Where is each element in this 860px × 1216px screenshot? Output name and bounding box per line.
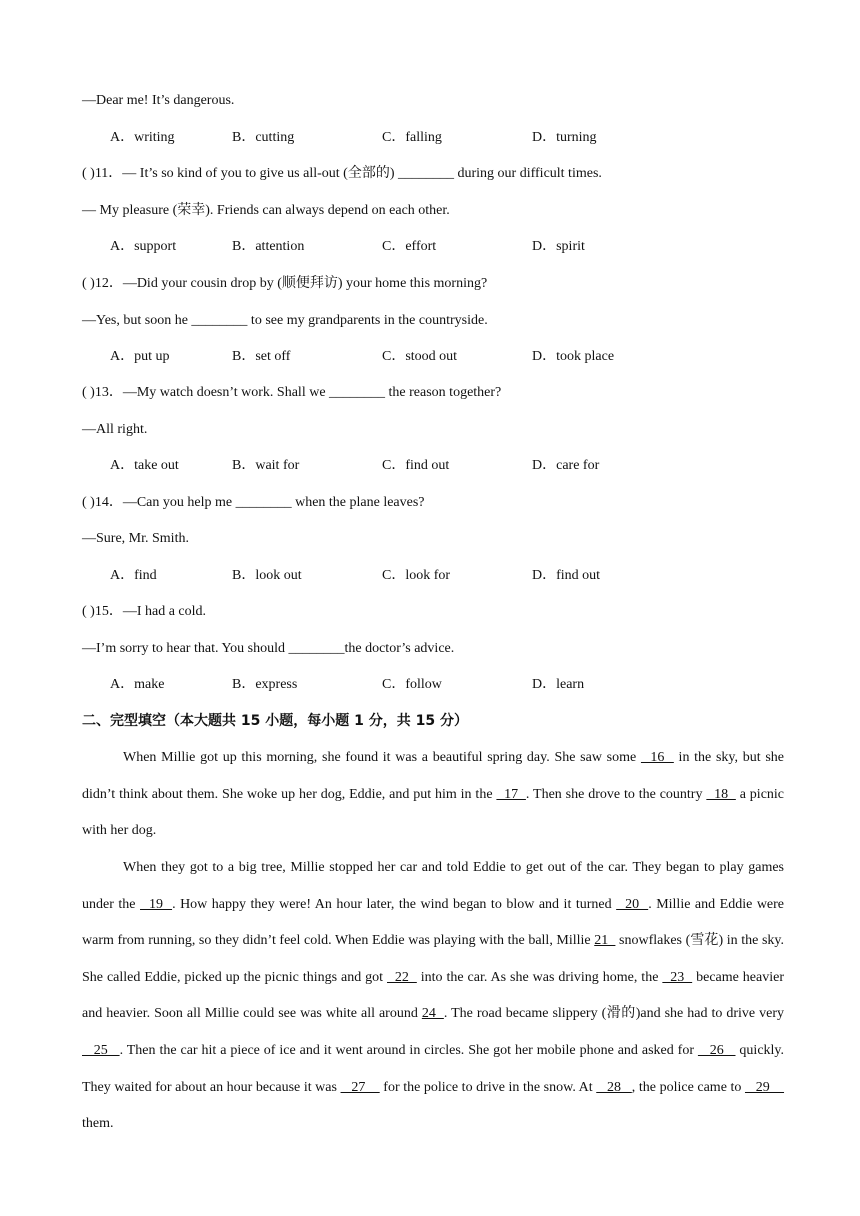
passage-text: snowflakes (雪花) in the sky. She called Eddie, picked up the picnic things and got [82, 933, 784, 985]
question-14-stem: ( )14．—Can you help me ________ when the plane leaves? [82, 495, 425, 510]
options-q11 [110, 238, 730, 256]
cloze-paragraph-2 [82, 850, 784, 1143]
options-q12 [110, 348, 730, 366]
passage-text: into the car. As she was driving home, the [416, 969, 663, 985]
blank-18: 18 [706, 786, 736, 802]
passage-text: . Millie and Eddie were warm from running, so they didn’t feel cold. When Eddie was playing with the ball, Millie [82, 896, 785, 949]
question-11-stem: ( )11．— It’s so kind of you to give us all-out (全部的) ________ during our difficult times. [82, 166, 602, 181]
blank-22: 22 [387, 969, 417, 985]
option-a: A．take out [110, 458, 179, 473]
option-c: C．stood out [382, 349, 458, 364]
options-q14 [110, 567, 730, 585]
blank-26: 26 [697, 1042, 736, 1058]
option-a: A．find [110, 568, 157, 583]
passage-text: for the police to drive in the snow. At [379, 1079, 597, 1095]
option-a: A．writing [110, 130, 175, 145]
passage-text: , the police came to [631, 1079, 745, 1095]
options-q13 [110, 457, 730, 475]
option-d: D．learn [532, 677, 585, 692]
option-c: C．falling [382, 130, 442, 145]
question-12-stem: ( )12．—Did your cousin drop by (顺便拜访) your home this morning? [82, 276, 488, 291]
passage-text: When they got to a big tree, Millie stopped her car and told Eddie to get out of the car. They began to play games under the [82, 860, 784, 912]
options-q15 [110, 676, 730, 694]
question-15-reply: —I’m sorry to hear that. You should ________the doctor’s advice. [82, 641, 455, 656]
passage-text: them. [82, 1116, 114, 1132]
question-11-reply: — My pleasure (荣幸). Friends can always depend on each other. [82, 203, 450, 218]
option-a: A．support [110, 239, 177, 254]
options-q10 [110, 129, 730, 147]
option-b: B．look out [232, 568, 302, 583]
option-b: B．cutting [232, 130, 295, 145]
blank-19: 19 [140, 896, 173, 912]
option-d: D．care for [532, 458, 600, 473]
option-d: D．spirit [532, 239, 585, 254]
blank-29: 29 [744, 1079, 785, 1095]
option-a: A．put up [110, 349, 170, 364]
blank-25: 25 [82, 1042, 120, 1058]
question-12-reply: —Yes, but soon he ________ to see my grandparents in the countryside. [82, 313, 488, 328]
passage-text: . The road became slippery (滑的)and she had to drive very [443, 1006, 785, 1022]
option-c: C．look for [382, 568, 451, 583]
section-heading: 二、完型填空（本大题共 15 小题，每小题 1 分，共 15 分） [82, 713, 468, 729]
blank-24: 24 [421, 1006, 444, 1022]
cloze-paragraph-1 [82, 740, 784, 850]
option-c: C．follow [382, 677, 442, 692]
passage-text: became heavier and heavier. Soon all Millie could see was white all around [82, 969, 784, 1022]
question-14-reply: —Sure, Mr. Smith. [82, 531, 189, 546]
dialogue-line: —Dear me! It’s dangerous. [82, 93, 235, 108]
blank-17: 17 [496, 786, 526, 802]
option-d: D．find out [532, 568, 601, 583]
option-d: D．turning [532, 130, 597, 145]
option-b: B．attention [232, 239, 305, 254]
blank-20: 20 [616, 896, 649, 912]
blank-28: 28 [596, 1079, 632, 1095]
passage-text: . Then she drove to the country [525, 786, 707, 802]
passage-text: . Then the car hit a piece of ice and it went around in circles. She got her mobile phone and asked for [119, 1042, 698, 1058]
blank-16: 16 [640, 750, 674, 765]
passage-text: quickly. They waited for about an hour because it was [82, 1042, 785, 1095]
blank-23: 23 [662, 969, 693, 985]
option-b: B．wait for [232, 458, 300, 473]
question-15-stem: ( )15．—I had a cold. [82, 604, 207, 619]
option-b: B．set off [232, 349, 291, 364]
passage-text: a picnic with her dog. [82, 786, 785, 839]
question-13-stem: ( )13．—My watch doesn’t work. Shall we ________ the reason together? [82, 385, 502, 400]
blank-27: 27 [340, 1079, 380, 1095]
passage-text: in the sky, but she didn’t think about them. She woke up her dog, Eddie, and put him in the [82, 750, 785, 802]
option-c: C．find out [382, 458, 450, 473]
question-13-reply: —All right. [82, 422, 148, 437]
passage-text: . How happy they were! An hour later, the wind began to blow and it turned [172, 896, 617, 912]
passage-text: When Millie got up this morning, she found it was a beautiful spring day. She saw some [123, 750, 641, 765]
option-d: D．took place [532, 349, 615, 364]
option-a: A．make [110, 677, 165, 692]
option-c: C．effort [382, 239, 437, 254]
option-b: B．express [232, 677, 298, 692]
blank-21: 21 [594, 933, 616, 949]
